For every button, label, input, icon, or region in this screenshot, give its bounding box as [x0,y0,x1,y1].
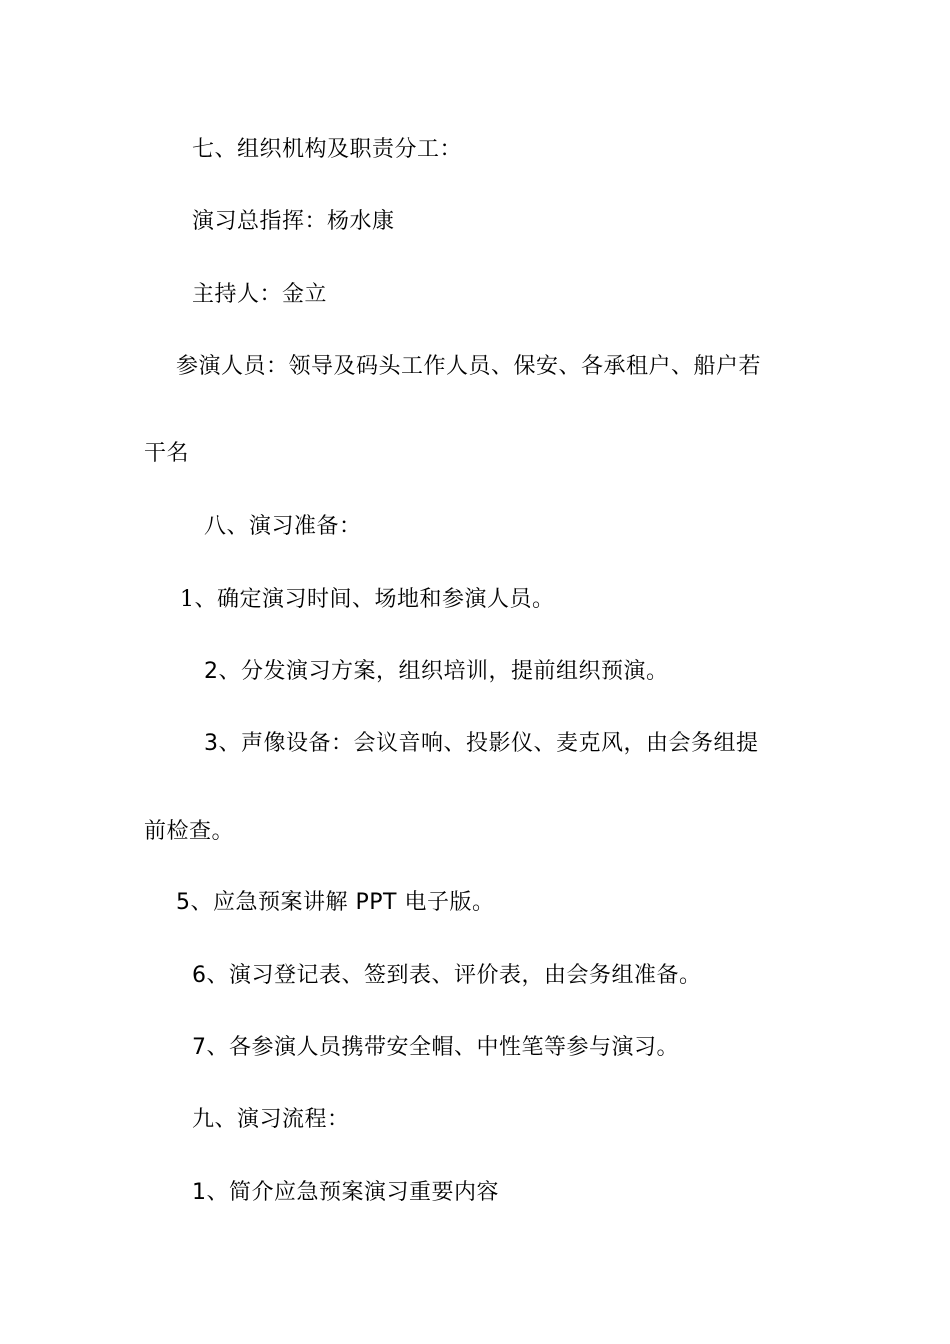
list-item-prep-3-continued: 前检查。 [144,819,235,844]
list-item-prep-1 [180,586,555,614]
list-item-prep-6: 6、演习登记表、签到表、评价表，由会务组准备。 [192,963,702,988]
list-item-procedure-1: 1、简介应急预案演习重要内容 [192,1180,499,1205]
list-item-number: 1 [180,587,195,612]
section-heading-organization: 七、组织机构及职责分工： [192,137,463,162]
list-item-text: 、确定演习时间、场地和参演人员。 [194,587,555,612]
list-item-prep-2: 2、分发演习方案，组织培训，提前组织预演。 [204,659,669,684]
paragraph-participants: 参演人员：领导及码头工作人员、保安、各承租户、船户若 [176,354,762,379]
paragraph-host: 主持人：金立 [192,282,328,307]
section-heading-procedure: 九、演习流程： [192,1107,350,1132]
paragraph-commander: 演习总指挥：杨水康 [192,209,395,234]
list-item-prep-5: 5、应急预案讲解 PPT 电子版。 [176,890,495,915]
list-item-prep-3: 3、声像设备：会议音响、投影仪、麦克风，由会务组提 [204,731,759,756]
section-heading-preparation: 八、演习准备： [204,514,362,539]
list-item-prep-7: 7、各参演人员携带安全帽、中性笔等参与演习。 [192,1035,679,1060]
paragraph-participants-continued: 干名 [144,441,190,466]
